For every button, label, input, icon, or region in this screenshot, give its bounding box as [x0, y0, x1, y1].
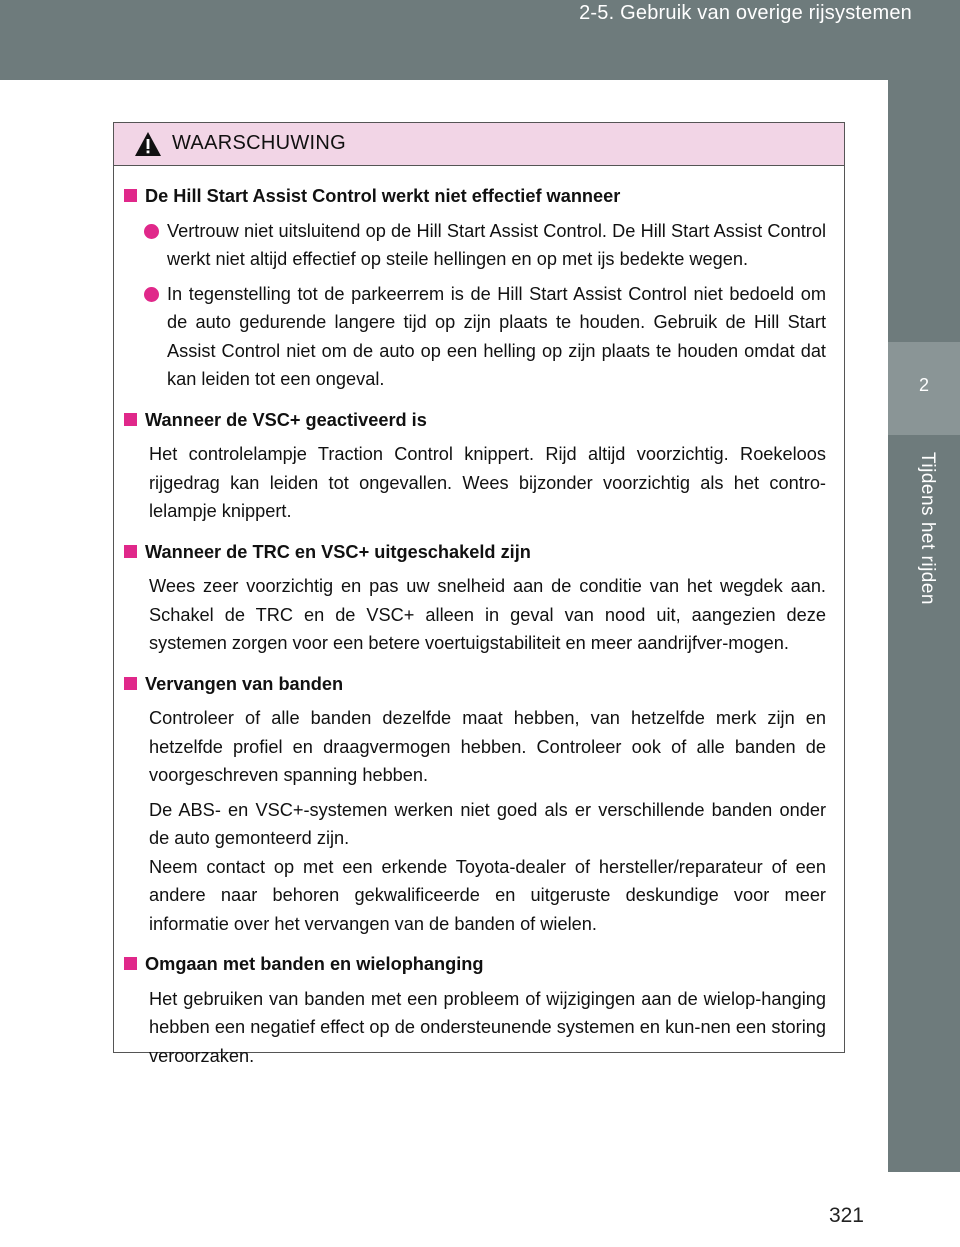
chapter-number: 2: [918, 375, 929, 395]
chapter-title: Tijdens het rijden: [917, 452, 938, 605]
square-bullet-icon: [124, 189, 137, 202]
square-bullet-icon: [124, 413, 137, 426]
paragraph-line: Neem contact op met een erkende Toyota-dealer of hersteller/reparateur of een andere naar behoren gekwalificeerde en uitgeruste deskundige voor meer informatie over het vervangen van de banden of wielen.: [149, 856, 826, 934]
paragraph: Controleer of alle banden dezelfde maat hebben, van hetzelfde merk zijn en hetzelfde profiel en draagvermogen hebben. Controleer ook of alle banden de voorgeschreven spanning hebben.: [149, 708, 826, 785]
heading-text: De Hill Start Assist Control werkt niet effectief wanneer: [145, 186, 621, 206]
section-title: 2-5. Gebruik van overige rijsystemen: [579, 2, 912, 24]
round-bullet-icon: [144, 287, 159, 302]
square-bullet-icon: [124, 545, 137, 558]
bullet-item: [124, 280, 826, 394]
section-heading-vsc-active: [124, 406, 826, 435]
paragraph: Wees zeer voorzichtig en pas uw snelheid aan de conditie van het wegdek aan. Schakel de TRC en de VSC+ alleen in geval van nood uit, aangezien deze systemen zorgen voor een betere voertuigstabiliteit en meer aandrijfver-mogen.: [149, 576, 826, 653]
paragraph: Het controlelampje Traction Control knippert. Rijd altijd voorzichtig. Roekeloos rijgedrag kan leiden tot ongevallen. Wees bijzonder voorzichtig als het contro-lelampje knippert.: [149, 444, 826, 521]
heading-text: Wanneer de VSC+ geactiveerd is: [145, 409, 427, 430]
bullet-item: [124, 217, 826, 274]
section-heading-hill-start: [124, 182, 826, 211]
bullet-text: Vertrouw niet uitsluitend op de Hill Start Assist Control. De Hill Start Assist Control werkt niet altijd effectief op steile hellingen en op met ijs bedekte wegen.: [167, 220, 826, 269]
page-number: 321: [828, 1204, 864, 1227]
section-heading-tyres: [124, 670, 826, 699]
warning-triangle-icon: [134, 131, 162, 157]
heading-text: Wanneer de TRC en VSC+ uitgeschakeld zijn: [145, 541, 531, 562]
warning-body: [114, 166, 844, 1070]
round-bullet-icon: [144, 224, 159, 239]
header-bar: [0, 0, 960, 80]
square-bullet-icon: [124, 957, 137, 970]
bullet-text: In tegenstelling tot de parkeerrem is de Hill Start Assist Control niet bedoeld om de auto gedurende langere tijd op zijn plaats te houden. Gebruik de Hill Start Assist Control niet om de auto op een helling op zijn plaats te houden omdat dat kan leiden tot een ongeval.: [167, 283, 826, 389]
chapter-side-tab: [888, 80, 960, 1172]
warning-box: [113, 122, 845, 1066]
warning-title: WAARSCHUWING: [172, 132, 346, 154]
heading-text: Omgaan met banden en wielophanging: [145, 954, 484, 974]
section-heading-trc-vsc-off: [124, 538, 826, 567]
warning-header: [114, 123, 844, 166]
paragraph: [124, 796, 826, 939]
paragraph-line: De ABS- en VSC+-systemen werken niet goed als er verschillende banden onder de auto gemonteerd zijn.: [149, 799, 826, 848]
paragraph: Het gebruiken van banden met een probleem of wijzigingen aan de wielop-hanging hebben een negatief effect op de ondersteunende systemen en kun-nen een storing veroorzaken.: [149, 988, 826, 1066]
heading-text: Vervangen van banden: [145, 673, 344, 694]
section-heading-suspension: [124, 950, 826, 979]
square-bullet-icon: [124, 677, 137, 690]
